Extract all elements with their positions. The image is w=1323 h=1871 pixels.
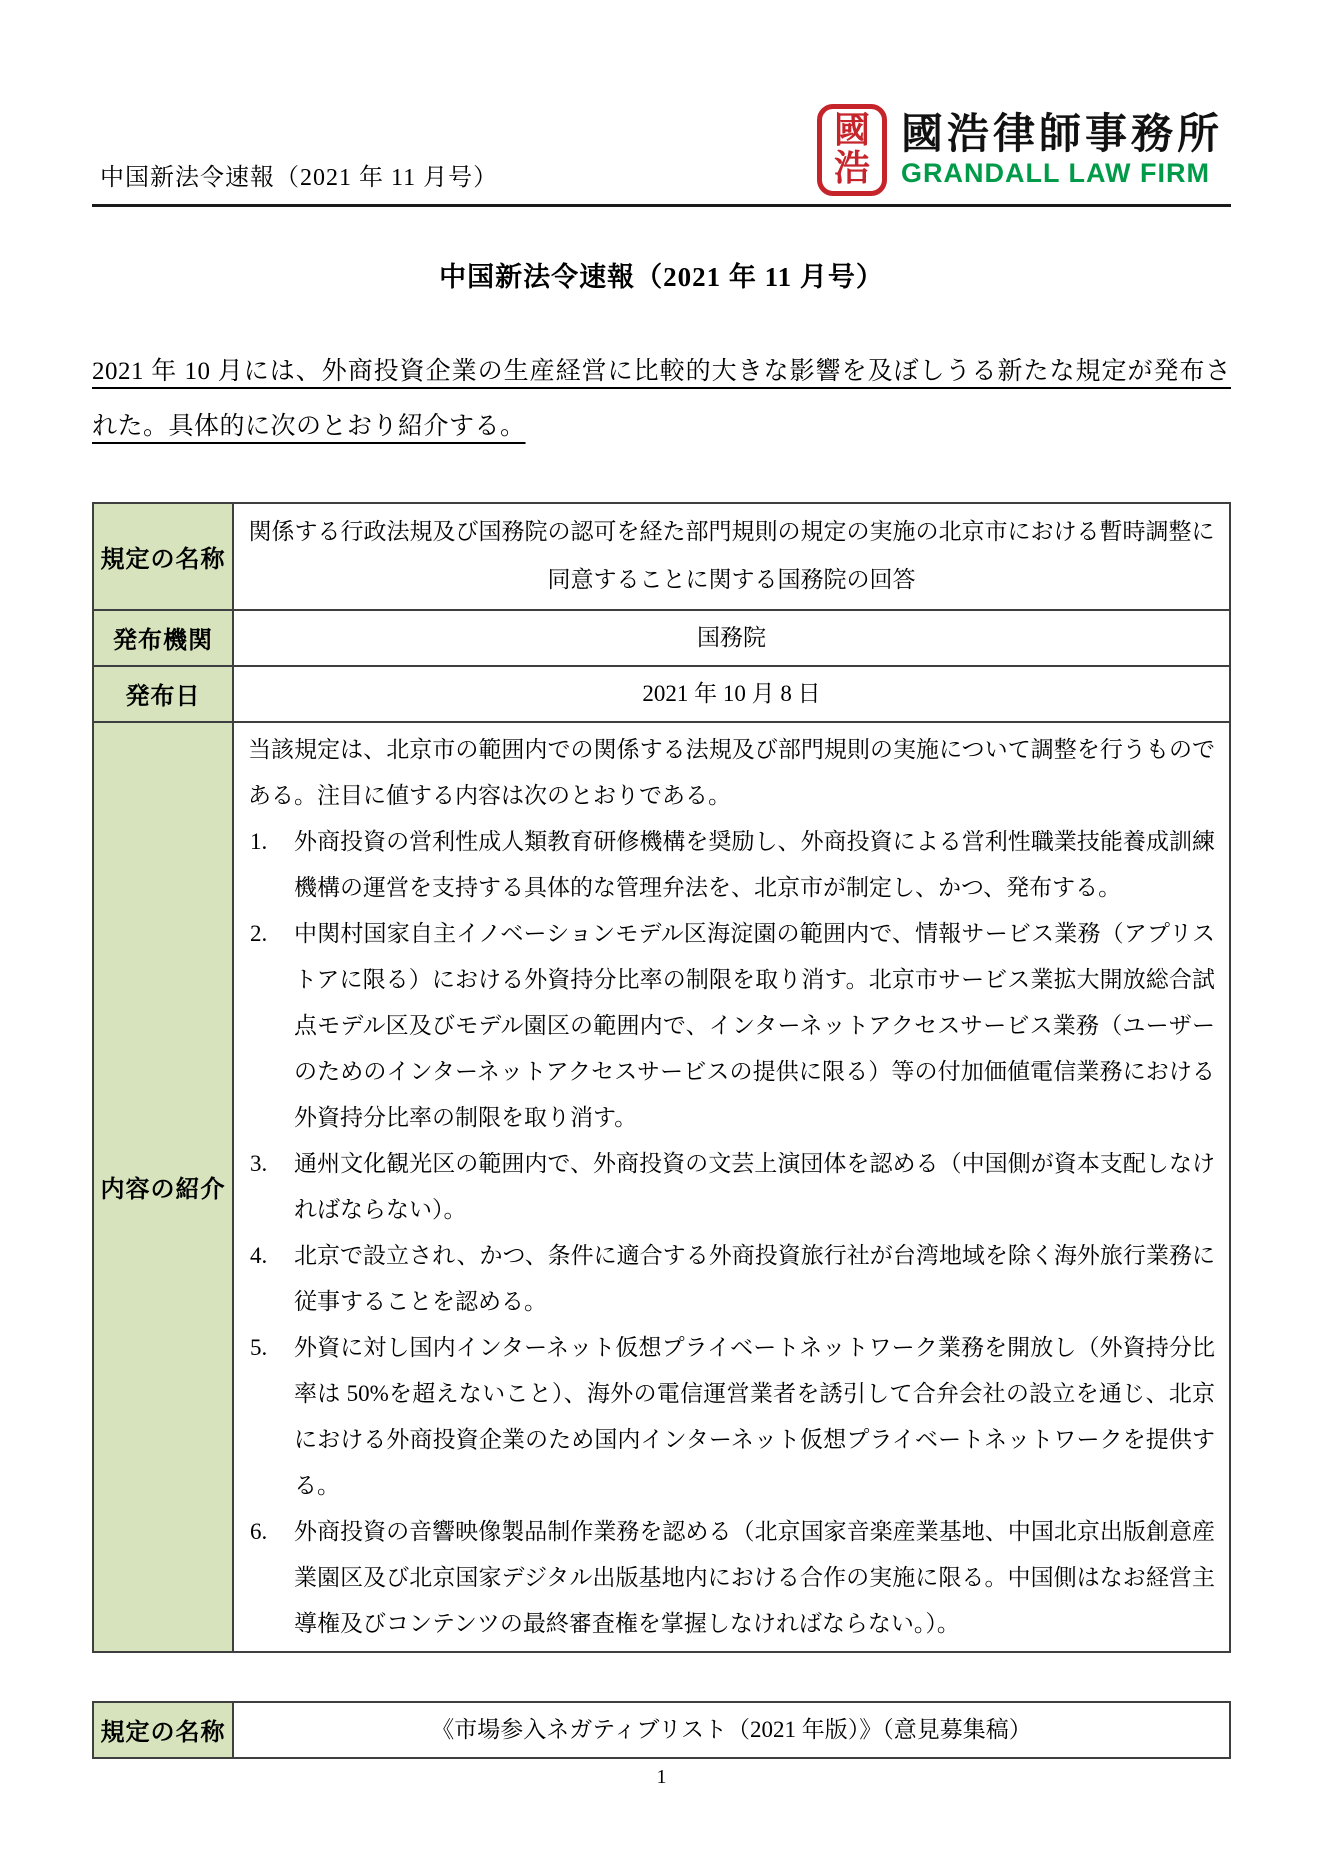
header-newsletter-title: 中国新法令速報（2021 年 11 月号） — [100, 165, 499, 191]
table-row — [93, 610, 1230, 666]
table-row — [93, 503, 1230, 610]
regulation-table-1 — [92, 502, 1231, 1653]
row-label-regulation-name-2: 規定の名称 — [93, 1702, 233, 1758]
page-header — [92, 0, 1231, 207]
intro-paragraph: 2021 年 10 月には、外商投資企業の生産経営に比較的大きな影響を及ぼしうる新たな規定が発布された。具体的に次のとおり紹介する。 — [92, 358, 1231, 440]
regulation-table-2 — [92, 1701, 1231, 1759]
content-list-item: 中関村国家自主イノベーションモデル区海淀園の範囲内で、情報サービス業務（アプリストアに限る）における外資持分比率の制限を取り消す。北京市サービス業拡大開放総合試点モデル区及びモデル園区の範囲内で、インターネットアクセスサービス業務（ユーザーのためのインターネットアクセスサービスの提供に限る）等の付加価値電信業務における外資持分比率の制限を取り消す。 — [294, 920, 1215, 1130]
table-row — [93, 666, 1230, 722]
content-list-item: 外商投資の音響映像製品制作業務を認める（北京国家音楽産業基地、中国北京出版創意産業園区及び北京国家デジタル出版基地内における合作の実施に限る。中国側はなお経営主導権及びコンテンツの最終審査権を掌握しなければならない。）。 — [294, 1518, 1215, 1636]
content-list — [248, 819, 1215, 1647]
seal-char-bottom: 浩 — [833, 148, 870, 188]
table-row — [93, 1702, 1230, 1758]
content-list-item: 北京で設立され、かつ、条件に適合する外商投資旅行社が台湾地域を除く海外旅行業務に従事することを認める。 — [294, 1242, 1215, 1314]
row-label-content-summary: 内容の紹介 — [93, 722, 233, 1652]
content-list-item: 通州文化観光区の範囲内で、外商投資の文芸上演団体を認める（中国側が資本支配しなければならない）。 — [294, 1150, 1215, 1222]
page-number: 1 — [656, 1766, 667, 1788]
firm-logo — [817, 104, 1223, 196]
firm-name-en: GRANDALL LAW FIRM — [900, 157, 1210, 188]
table-row-content — [93, 722, 1230, 1652]
content-intro-text: 当該規定は、北京市の範囲内での関係する法規及び部門規則の実施について調整を行うものである。注目に値する内容は次のとおりである。 — [248, 736, 1215, 808]
firm-seal-icon — [817, 104, 887, 196]
row-label-regulation-name: 規定の名称 — [93, 503, 233, 610]
row-value-issuing-authority: 国務院 — [233, 610, 1230, 666]
row-value-regulation-name-2: 《市場参入ネガティブリスト（2021 年版）》（意見募集稿） — [233, 1702, 1230, 1758]
row-value-content-summary — [233, 722, 1230, 1652]
firm-name-cjk: 國浩律師事務所 — [900, 110, 1223, 158]
row-value-issue-date: 2021 年 10 月 8 日 — [233, 666, 1230, 722]
row-label-issuing-authority: 発布機関 — [93, 610, 233, 666]
document-title: 中国新法令速報（2021 年 11 月号） — [439, 262, 884, 292]
row-value-regulation-name: 関係する行政法規及び国務院の認可を経た部門規則の規定の実施の北京市における暫時調整に同意することに関する国務院の回答 — [233, 503, 1230, 610]
content-list-item: 外資に対し国内インターネット仮想プライベートネットワーク業務を開放し（外資持分比率は 50%を超えないこと）、海外の電信運営業者を誘引して合弁会社の設立を通じ、北京における外商投資企業のため国内インターネット仮想プライベートネットワークを提供する。 — [294, 1334, 1215, 1498]
seal-char-top: 國 — [833, 110, 870, 151]
row-label-issue-date: 発布日 — [93, 666, 233, 722]
firm-logo-text — [901, 111, 1223, 188]
content-list-item: 外商投資の営利性成人類教育研修機構を奨励し、外商投資による営利性職業技能養成訓練機構の運営を支持する具体的な管理弁法を、北京市が制定し、かつ、発布する。 — [294, 828, 1215, 900]
